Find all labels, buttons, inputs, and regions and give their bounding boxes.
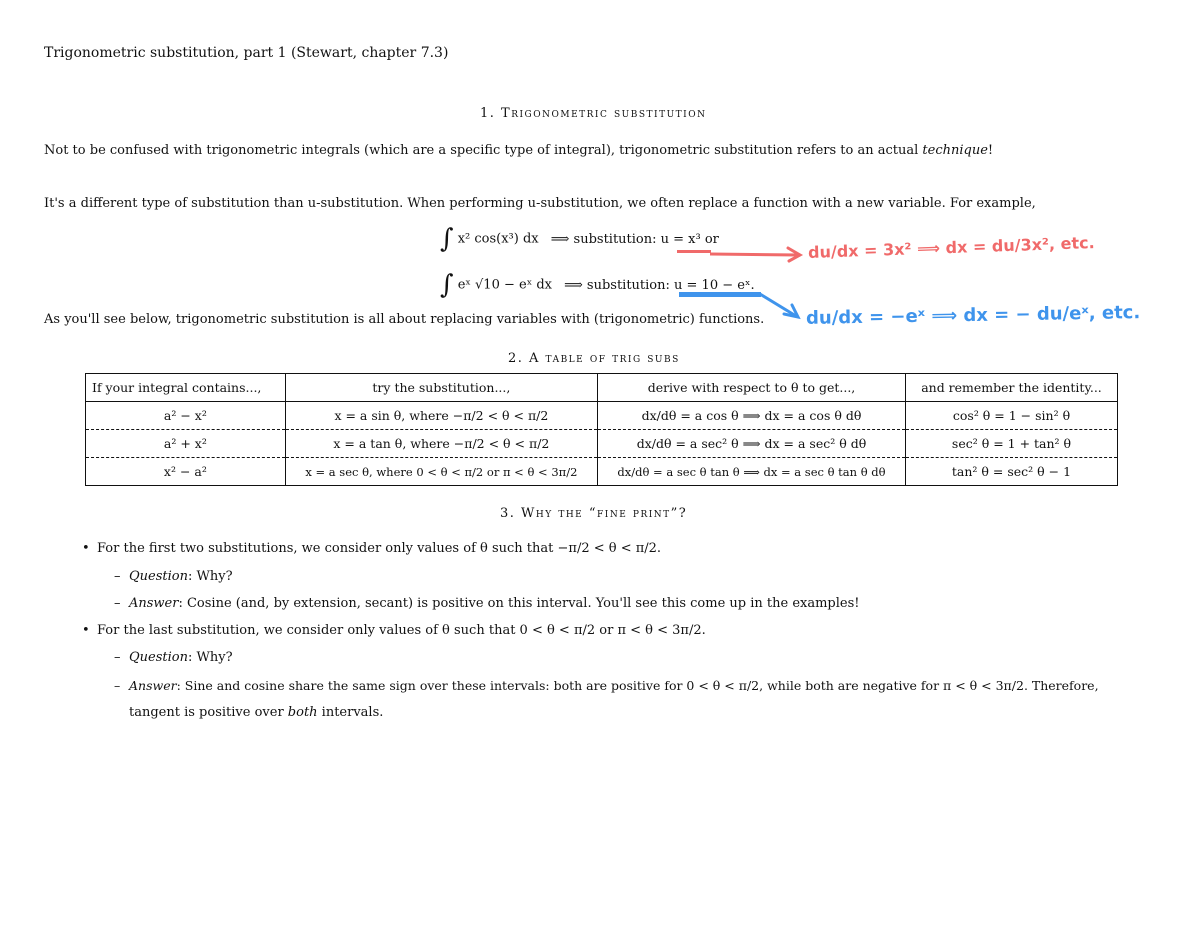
paragraph-intro-text: Not to be confused with trigonometric integrals (which are a specific type of integral), trigonometric substitution refers to an actual bbox=[44, 143, 923, 158]
table-header-cell: derive with respect to θ to get..., bbox=[598, 374, 906, 402]
answer-text: : Cosine (and, by extension, secant) is positive on this interval. You'll see this come up in the examples! bbox=[178, 596, 860, 611]
table-cell: dx/dθ = a sec² θ ⟹ dx = a sec² θ dθ bbox=[598, 430, 906, 458]
sub-item-question bbox=[129, 650, 233, 665]
table-cell: x = a sin θ, where −π/2 < θ < π/2 bbox=[285, 402, 597, 430]
answer-continuation-text: tangent is positive over bbox=[129, 705, 288, 720]
handwritten-blue-note: du/dx = −eˣ ⟹ dx = − du/eˣ, etc. bbox=[805, 302, 1141, 329]
table-cell: a² + x² bbox=[86, 430, 286, 458]
paragraph-intro bbox=[44, 143, 993, 158]
example-1-substitution: ⟹ substitution: u = x³ or bbox=[550, 231, 719, 247]
table-cell: sec² θ = 1 + tan² θ bbox=[905, 430, 1117, 458]
bullet-item: • For the last substitution, we consider only values of θ such that 0 < θ < π/2 or π < θ < 3π/2. bbox=[97, 623, 706, 638]
table-cell: x² − a² bbox=[86, 458, 286, 486]
table-header-cell: If your integral contains..., bbox=[86, 374, 286, 402]
table-cell: x = a sec θ, where 0 < θ < π/2 or π < θ < 3π/2 bbox=[285, 458, 597, 486]
section-1-heading: 1. Trigonometric substitution bbox=[480, 106, 707, 121]
bullet-item: • For the first two substitutions, we consider only values of θ such that −π/2 < θ < π/2. bbox=[97, 541, 661, 556]
table-row bbox=[86, 430, 1118, 458]
sub-item-question bbox=[129, 569, 233, 584]
question-text: : Why? bbox=[187, 569, 233, 584]
answer-continuation bbox=[129, 705, 383, 720]
table-cell: dx/dθ = a cos θ ⟹ dx = a cos θ dθ bbox=[598, 402, 906, 430]
table-row bbox=[86, 458, 1118, 486]
question-label: Question bbox=[129, 569, 188, 584]
table-cell: x = a tan θ, where −π/2 < θ < π/2 bbox=[285, 430, 597, 458]
answer-continuation-end: intervals. bbox=[317, 705, 384, 720]
sub-item-answer bbox=[129, 596, 860, 611]
document-title: Trigonometric substitution, part 1 (Stewart, chapter 7.3) bbox=[44, 45, 449, 61]
example-2-substitution: ⟹ substitution: u = 10 − eˣ. bbox=[564, 277, 755, 293]
table-header-cell: try the substitution..., bbox=[285, 374, 597, 402]
table-header-row bbox=[86, 374, 1118, 402]
sub-item-answer bbox=[129, 678, 1099, 693]
section-3-heading: 3. Why the “fine print”? bbox=[500, 506, 688, 521]
table-cell: a² − x² bbox=[86, 402, 286, 430]
handwritten-red-note: du/dx = 3x² ⟹ dx = du/3x², etc. bbox=[807, 233, 1095, 262]
table-cell: dx/dθ = a sec θ tan θ ⟹ dx = a sec θ tan θ dθ bbox=[598, 458, 906, 486]
example-2-integrand: eˣ √10 − eˣ dx bbox=[457, 277, 552, 293]
example-1 bbox=[440, 226, 719, 252]
integral-sign-icon: ∫ bbox=[440, 270, 454, 300]
table-header-cell: and remember the identity... bbox=[905, 374, 1117, 402]
table-row bbox=[86, 402, 1118, 430]
section-2-heading: 2. A table of trig subs bbox=[508, 351, 680, 366]
paragraph-u-substitution: It's a different type of substitution than u-substitution. When performing u-substitution, we often replace a function with a new variable. For example, bbox=[44, 196, 1036, 211]
table-cell: tan² θ = sec² θ − 1 bbox=[905, 458, 1117, 486]
table-cell: cos² θ = 1 − sin² θ bbox=[905, 402, 1117, 430]
emphasis-technique: technique bbox=[922, 143, 988, 158]
trig-substitution-table bbox=[85, 373, 1118, 486]
question-text: : Why? bbox=[187, 650, 233, 665]
answer-label: Answer bbox=[129, 596, 179, 611]
example-1-integrand: x² cos(x³) dx bbox=[457, 231, 539, 247]
paragraph-intro-end: ! bbox=[987, 143, 994, 158]
answer-text: : Sine and cosine share the same sign over these intervals: both are positive for 0 < θ < π/2, while both are negative for π < θ < 3π/2. Therefore, bbox=[176, 678, 1099, 693]
emphasis-both: both bbox=[287, 705, 318, 720]
red-arrow-line bbox=[710, 254, 798, 255]
integral-sign-icon: ∫ bbox=[440, 224, 454, 254]
answer-label: Answer bbox=[129, 678, 177, 693]
paragraph-trig-substitution: As you'll see below, trigonometric substitution is all about replacing variables with (trigonometric) functions. bbox=[44, 312, 765, 327]
red-underline bbox=[677, 250, 711, 253]
question-label: Question bbox=[129, 650, 188, 665]
